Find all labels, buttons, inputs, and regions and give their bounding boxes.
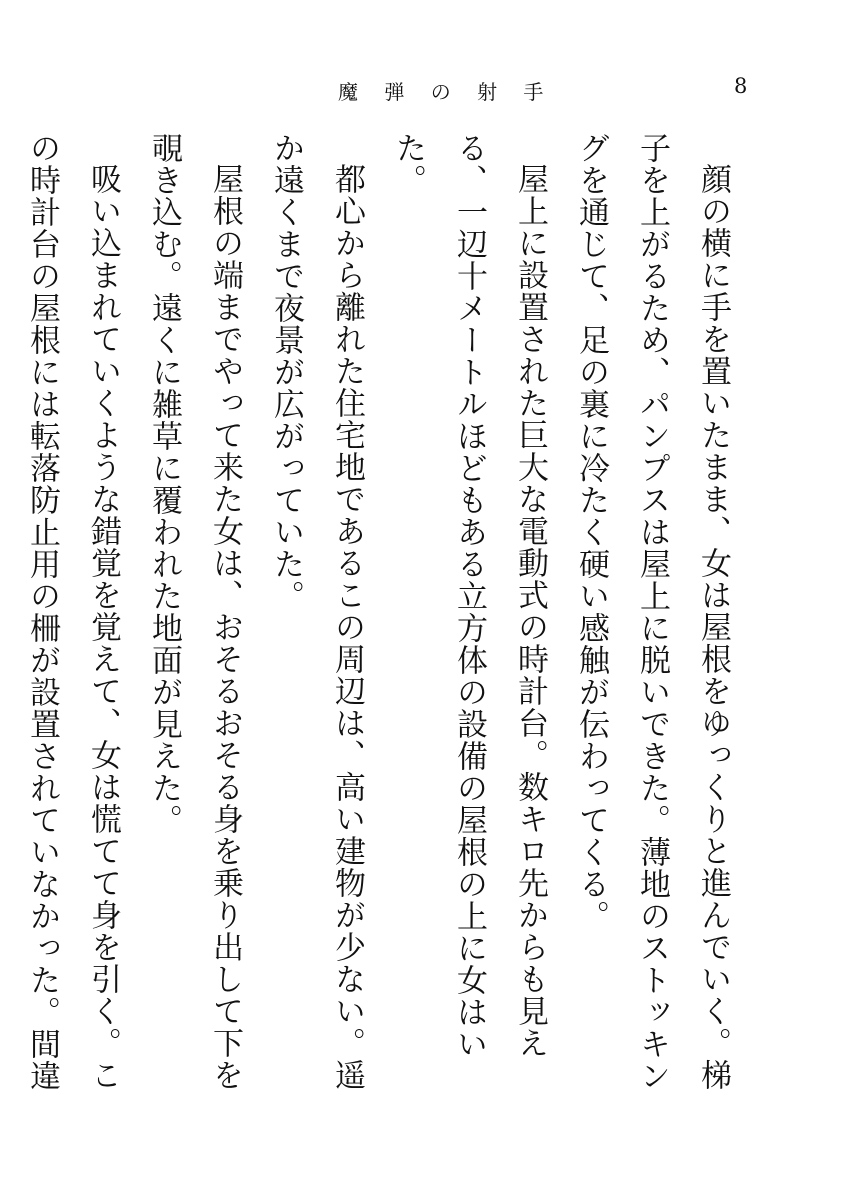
paragraph-2: 屋上に設置された巨大な電動式の時計台。数キロ先からも見える、一辺十メートルほどもある立方体の設備の屋根の上に女はいた。 bbox=[390, 132, 548, 1060]
body-text bbox=[0, 132, 743, 1112]
paragraph-1: 顔の横に手を置いたまま、女は屋根をゆっくりと進んでいく。梯子を上がるため、パンプスは屋上に脱いできた。薄地のストッキングを通じて、足の裏に冷たく硬い感触が伝わってくる。 bbox=[573, 132, 731, 1092]
paragraph-3: 都心から離れた住宅地であるこの周辺は、高い建物が少ない。遥か遠くまで夜景が広がっていた。 bbox=[268, 132, 365, 1091]
page-number: 8 bbox=[734, 74, 748, 98]
paragraph-4: 屋根の端までやって来た女は、おそるおそる身を乗り出して下を覗き込む。遠くに雑草に覆われた地面が見えた。 bbox=[146, 132, 243, 1091]
paragraph-5: 吸い込まれていくような錯覚を覚えて、女は慌てて身を引く。この時計台の屋根には転落防止用の柵が設置されていなかった。間違 bbox=[24, 132, 121, 1092]
running-header-title: 魔 弾 の 射 手 bbox=[338, 80, 554, 104]
